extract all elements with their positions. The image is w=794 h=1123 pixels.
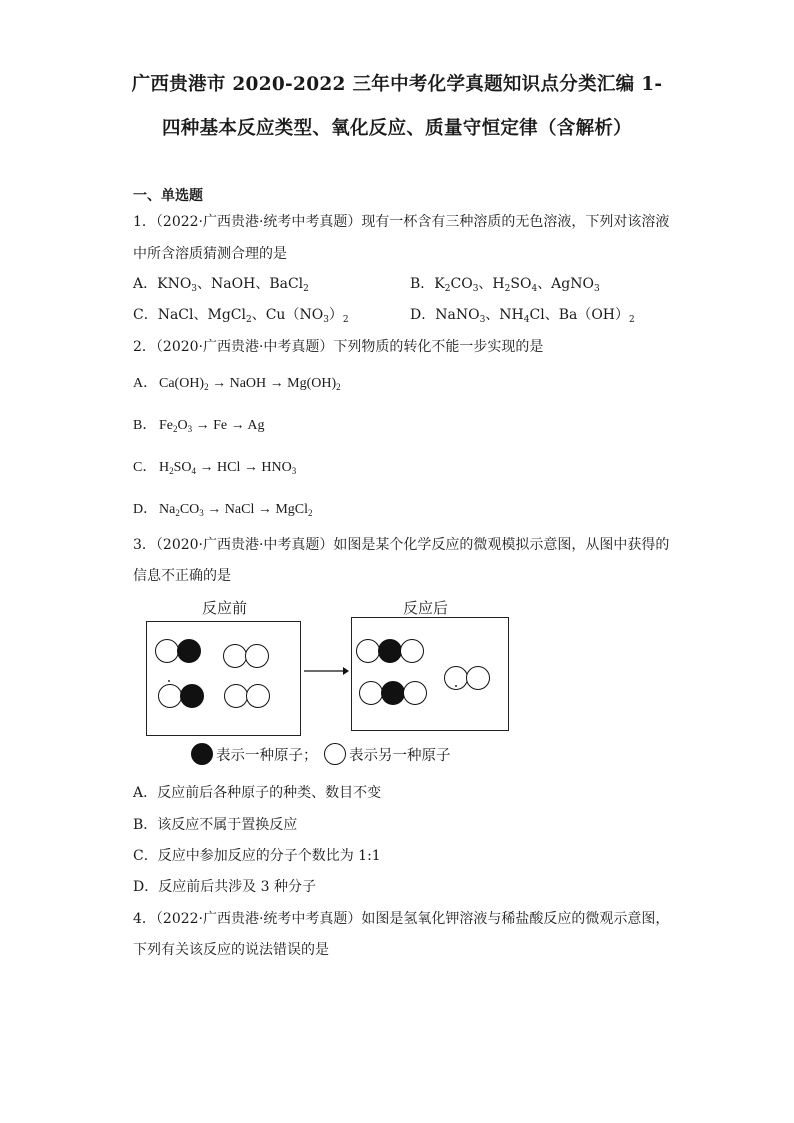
q2-stem: 2．（2020·广西贵港·中考真题）下列物质的转化不能一步实现的是 [133,339,544,355]
after-reaction-box [351,617,509,731]
q4-stem-line-2: 下列有关该反应的说法错误的是 [133,942,329,958]
white-atom [158,684,182,708]
white-atom [223,644,247,668]
white-atom [400,639,424,663]
reaction-arrow-icon [300,664,350,678]
white-atom [246,684,270,708]
q3-option-c: C．反应中参加反应的分子个数比为 1:1 [133,848,381,864]
before-reaction-box [146,621,301,736]
legend-white-atom-icon [324,743,346,765]
q1-stem-line-2: 中所含溶质猜测合理的是 [133,246,287,262]
q3-option-a: A．反应前后各种原子的种类、数目不变 [133,785,382,801]
white-atom [356,639,380,663]
document-title-line-2: 四种基本反应类型、氧化反应、质量守恒定律（含解析） [161,118,632,139]
white-atom [359,681,383,705]
black-atom [378,639,402,663]
before-label: 反应前 [202,599,248,617]
dot [455,685,457,687]
black-atom [381,681,405,705]
q2-option-b: B． $Fe_2O_3 \to Fe \to Ag$ [133,418,265,434]
document-title-line-1: 广西贵港市 2020-2022 三年中考化学真题知识点分类汇编 1- [131,74,663,95]
white-atom [224,684,248,708]
legend-black-text: 表示一种原子； [216,748,318,764]
white-atom [155,639,179,663]
white-atom [403,681,427,705]
q2-option-c: C． $H_2SO_4$ → HCl → $HNO_3$ [133,460,297,476]
white-atom [245,644,269,668]
section-heading: 一、单选题 [133,188,203,204]
legend-white-text: 表示另一种原子 [349,748,451,764]
q3-option-d: D．反应前后共涉及 3 种分子 [133,879,317,895]
q3-option-b: B．该反应不属于置换反应 [133,817,298,833]
dot [168,680,170,682]
black-atom [177,639,201,663]
legend-black-atom-icon [191,743,213,765]
q1-option-c: C．NaCl、MgCl$_2$、$Cu(NO_3)_2$ [133,307,349,325]
q3-stem-line-1: 3．（2020·广西贵港·中考真题）如图是某个化学反应的微观模拟示意图，从图中获得的 [133,537,670,553]
q3-stem-line-2: 信息不正确的是 [133,568,231,584]
q4-stem-line-1: 4．（2022·广西贵港·统考中考真题）如图是氢氧化钾溶液与稀盐酸反应的微观示意图， [133,911,670,927]
white-atom [466,666,490,690]
q2-option-d: D． $Na_2CO_3$ → NaCl → MgCl$_2$ [133,502,313,518]
q1-option-d: D．NaNO$_3$、$NH_4Cl$、$Ba(OH)_2$ [410,307,635,325]
q1-option-b: B．$K_2CO_3$、$H_2SO_4$、AgNO$_3$ [410,276,600,294]
black-atom [180,684,204,708]
q2-option-a: A． $Ca(OH)_2$ → NaOH → $Mg(OH)_2$ [133,376,341,392]
q1-option-a: A．$KNO_3$、NaOH、BaCl$_2$ [133,276,309,294]
q1-stem-line-1: 1．（2022·广西贵港·统考中考真题）现有一杯含有三种溶质的无色溶液，下列对该溶液 [133,214,670,230]
after-label: 反应后 [403,599,449,617]
